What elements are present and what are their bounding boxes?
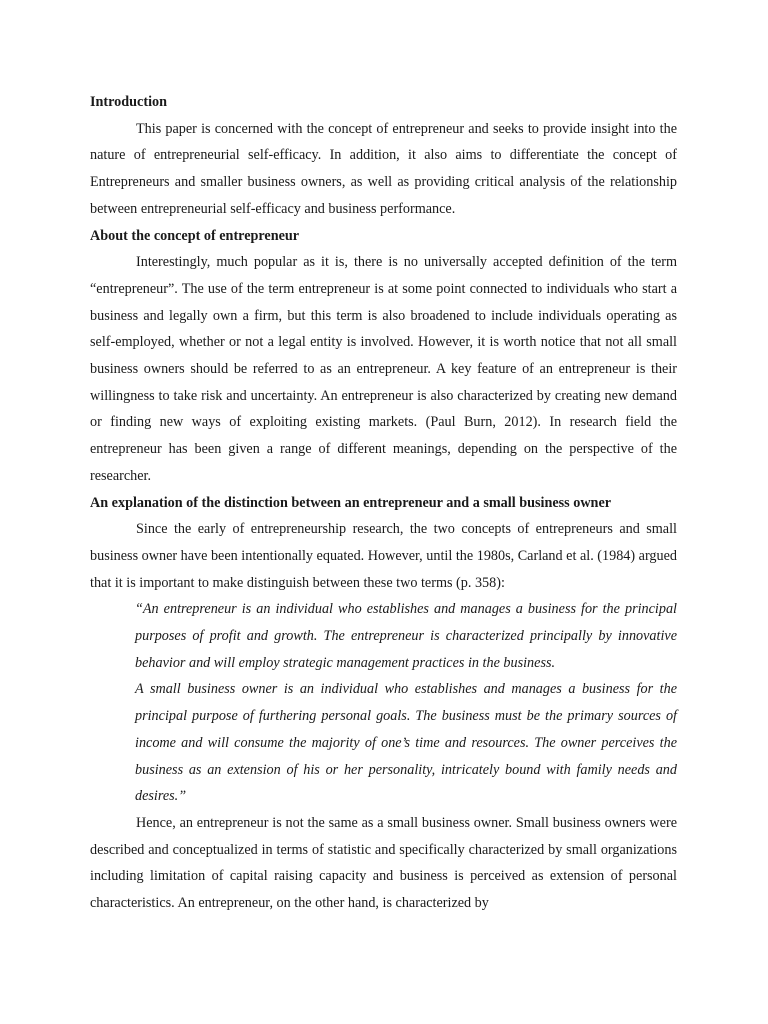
closing-paragraph: Hence, an entrepreneur is not the same as a small business owner. Small business owners were described and conceptualized in terms of statistic and specifically characterized by small organizations including limitation of capital raising capacity and business is perceived as extension of personal characteristics. An entrepreneur, on the other hand, is characterized by xyxy=(90,814,677,912)
distinction-paragraph: Since the early of entrepreneurship research, the two concepts of entrepreneurs and small business owner have been intentionally equated. However, until the 1980s, Carland et al. (1984) argued that it is important to make distinguish between these two terms (p. 358): xyxy=(90,521,678,591)
introduction-paragraph: This paper is concerned with the concept of entrepreneur and seeks to provide insight into the nature of entrepreneurial self-efficacy. In addition, it also aims to differentiate the concept of Entrepreneurs and smaller business owners, as well as providing critical analysis of the relationship between entrepreneurial self-efficacy and business performance. xyxy=(90,120,677,217)
block-quote-small-business-owner: A small business owner is an individual who establishes and manages a business for the principal purpose of furthering personal goals. The business must be the primary sources of income and will consume the majority of one’s time and resources. The owner perceives the business as an extension of his or her personality, intricately bound with family needs and desires.” xyxy=(135,681,677,805)
document-page xyxy=(90,89,677,917)
section-heading-introduction: Introduction xyxy=(90,94,167,110)
section-heading-distinction: An explanation of the distinction between an entrepreneur and a small business owner xyxy=(90,494,612,511)
block-quote-entrepreneur: “An entrepreneur is an individual who establishes and manages a business for the principal purposes of profit and growth. The entrepreneur is characterized principally by innovative behavior and will employ strategic management practices in the business. xyxy=(135,601,677,671)
section-heading-concept: About the concept of entrepreneur xyxy=(90,227,300,244)
concept-paragraph: Interestingly, much popular as it is, there is no universally accepted definition of the term “entrepreneur”. The use of the term entrepreneur is at some point connected to individuals who start a business and legally own a firm, but this term is also broadened to include individuals operating as self-employed, whether or not a legal entity is involved. However, it is worth notice that not all small business owners should be referred to as an entrepreneur. A key feature of an entrepreneur is their willingness to take risk and uncertainty. An entrepreneur is also characterized by creating new demand or finding new ways of exploiting existing markets. (Paul Burn, 2012). In research field the entrepreneur has been given a range of different meanings, depending on the perspective of the researcher. xyxy=(90,254,677,484)
